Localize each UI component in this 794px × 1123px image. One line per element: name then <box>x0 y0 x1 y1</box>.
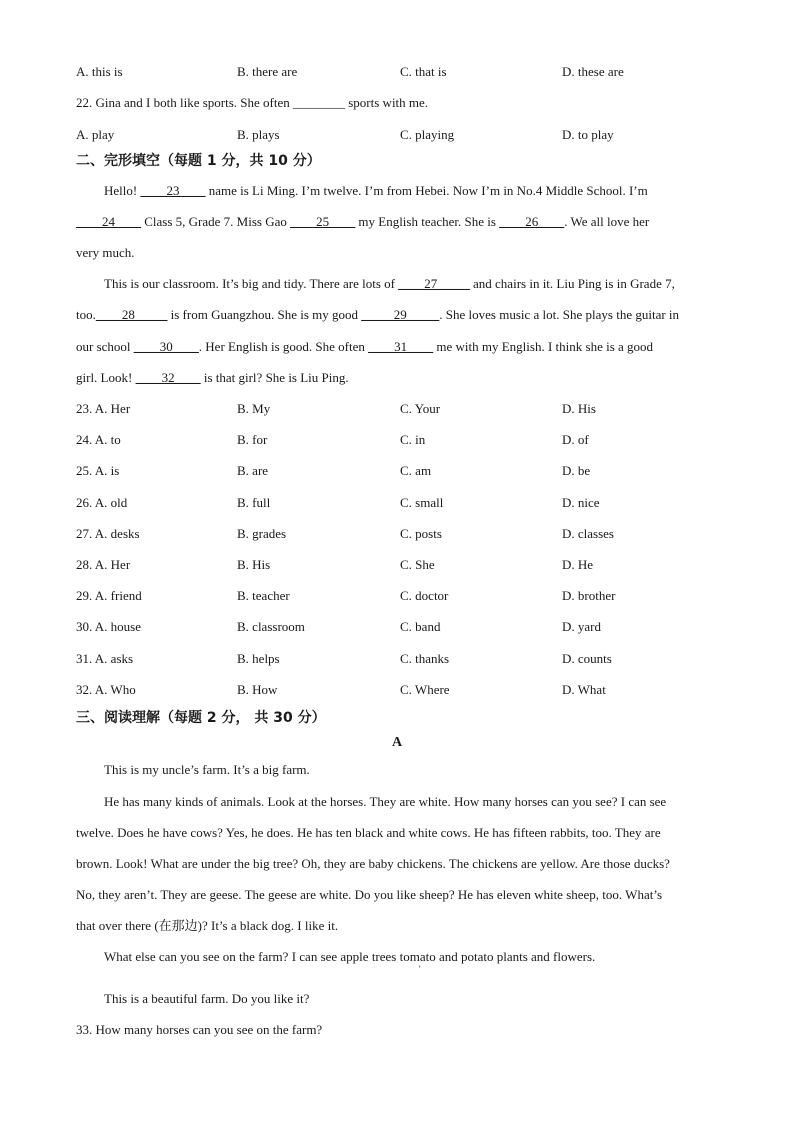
cloze-p1-line1: Hello! ____23____ name is Li Ming. I’m twelve. I’m from Hebei. Now I’m in No.4 Middle School. I’m <box>104 183 648 198</box>
q24-option-a[interactable]: 24. A. to <box>76 432 121 447</box>
passage-line-2: He has many kinds of animals. Look at the horses. They are white. How many horses can you see? I can see <box>104 794 667 809</box>
section2-heading: 二、完形填空（每题 1 分，共 10 分） <box>76 153 321 169</box>
cloze-blank-32: ____32____ <box>135 370 201 385</box>
q31-option-b[interactable]: B. helps <box>237 651 280 666</box>
passage-line-5: No, they aren’t. They are geese. The geese are white. Do you like sheep? He has eleven white sheep, too. What’s <box>76 887 662 902</box>
cloze-blank-31: ____31____ <box>368 339 434 354</box>
q22-option-d[interactable]: D. to play <box>562 127 614 142</box>
passage-line-8: This is a beautiful farm. Do you like it? <box>104 991 310 1006</box>
cloze-p2-line2: too.____28_____ is from Guangzhou. She is my good _____29_____. She loves music a lot. She plays the guitar in <box>76 307 680 322</box>
cloze-p2-line4: girl. Look! ____32____ is that girl? She is Liu Ping. <box>76 370 349 385</box>
q29-option-d[interactable]: D. brother <box>562 588 616 603</box>
cloze-p1-line2: ____24____ Class 5, Grade 7. Miss Gao ____25____ my English teacher. She is ____26____. We all love her <box>76 214 650 229</box>
q29-option-b[interactable]: B. teacher <box>237 588 290 603</box>
q26-option-b[interactable]: B. full <box>237 495 271 510</box>
question-row-26 <box>76 493 726 513</box>
cloze-blank-27: ____27_____ <box>398 276 470 291</box>
question-row-32 <box>76 680 726 700</box>
q29-option-c[interactable]: C. doctor <box>400 588 449 603</box>
question-row-27 <box>76 524 726 544</box>
q24-option-b[interactable]: B. for <box>237 432 268 447</box>
q23-option-d[interactable]: D. His <box>562 401 596 416</box>
passage-line-7: What else can you see on the farm? I can see apple trees tomato and potato plants and flowers. <box>104 949 596 964</box>
q28-option-c[interactable]: C. She <box>400 557 435 572</box>
q24-option-c[interactable]: C. in <box>400 432 426 447</box>
q30-option-d[interactable]: D. yard <box>562 619 601 634</box>
q23-option-b[interactable]: B. My <box>237 401 271 416</box>
q25-option-b[interactable]: B. are <box>237 463 269 478</box>
q31-option-d[interactable]: D. counts <box>562 651 612 666</box>
q22-stem: 22. Gina and I both like sports. She often ________ sports with me. <box>76 95 429 110</box>
q27-option-b[interactable]: B. grades <box>237 526 287 541</box>
q24-option-d[interactable]: D. of <box>562 432 589 447</box>
cloze-p1-line3: very much. <box>76 245 135 260</box>
q31-option-a[interactable]: 31. A. asks <box>76 651 134 666</box>
q22-option-c[interactable]: C. playing <box>400 127 455 142</box>
question-row-23 <box>76 399 726 419</box>
q22-options <box>76 125 726 145</box>
q32-option-c[interactable]: C. Where <box>400 682 450 697</box>
q32-option-a[interactable]: 32. A. Who <box>76 682 136 697</box>
section3-heading: 三、阅读理解（每题 2 分， 共 30 分） <box>76 710 326 726</box>
cloze-blank-30: ____30____ <box>133 339 199 354</box>
passage-line-6: that over there (在那边)? It’s a black dog. I like it. <box>76 918 339 933</box>
cloze-p2-line3: our school ____30____. Her English is good. She often ____31____ me with my English. I think she is a good <box>76 339 654 354</box>
q26-option-a[interactable]: 26. A. old <box>76 495 128 510</box>
stray-comma-mark: ' <box>419 964 421 974</box>
q22-blank: ________ <box>293 95 345 110</box>
question-row-28 <box>76 555 726 575</box>
q29-option-a[interactable]: 29. A. friend <box>76 588 142 603</box>
q21-option-c[interactable]: C. that is <box>400 64 447 79</box>
cloze-blank-25: ____25____ <box>290 214 356 229</box>
q30-option-b[interactable]: B. classroom <box>237 619 305 634</box>
q32-option-d[interactable]: D. What <box>562 682 606 697</box>
q21-options <box>76 62 726 82</box>
q30-option-a[interactable]: 30. A. house <box>76 619 141 634</box>
passage-line-3: twelve. Does he have cows? Yes, he does. He has ten black and white cows. He has fifteen rabbits, too. They are <box>76 825 661 840</box>
q21-option-a[interactable]: A. this is <box>76 64 123 79</box>
q23-option-a[interactable]: 23. A. Her <box>76 401 131 416</box>
q31-option-c[interactable]: C. thanks <box>400 651 450 666</box>
q33-stem: 33. How many horses can you see on the farm? <box>76 1022 323 1037</box>
q26-option-d[interactable]: D. nice <box>562 495 600 510</box>
q28-option-d[interactable]: D. He <box>562 557 594 572</box>
q22-option-a[interactable]: A. play <box>76 127 115 142</box>
question-row-31 <box>76 649 726 669</box>
question-row-24 <box>76 430 726 450</box>
passage-line-1: This is my uncle’s farm. It’s a big farm. <box>104 762 310 777</box>
q23-option-c[interactable]: C. Your <box>400 401 441 416</box>
question-row-29 <box>76 586 726 606</box>
q22-option-b[interactable]: B. plays <box>237 127 280 142</box>
cloze-blank-29: _____29_____ <box>361 307 440 322</box>
q27-option-d[interactable]: D. classes <box>562 526 614 541</box>
cloze-blank-23: ____23____ <box>140 183 206 198</box>
passage-title: A <box>391 735 403 750</box>
q27-option-a[interactable]: 27. A. desks <box>76 526 140 541</box>
passage-line-4: brown. Look! What are under the big tree? Oh, they are baby chickens. The chickens are yellow. Are those ducks? <box>76 856 670 871</box>
q21-option-b[interactable]: B. there are <box>237 64 298 79</box>
cloze-blank-28: ____28_____ <box>95 307 168 322</box>
cloze-blank-26: ____26____ <box>499 214 565 229</box>
q28-option-a[interactable]: 28. A. Her <box>76 557 131 572</box>
cloze-blank-24: ____24____ <box>76 214 141 229</box>
q21-option-d[interactable]: D. these are <box>562 64 624 79</box>
q27-option-c[interactable]: C. posts <box>400 526 442 541</box>
q25-option-d[interactable]: D. be <box>562 463 591 478</box>
q25-option-c[interactable]: C. am <box>400 463 432 478</box>
q30-option-c[interactable]: C. band <box>400 619 441 634</box>
question-row-30 <box>76 617 726 637</box>
q25-option-a[interactable]: 25. A. is <box>76 463 120 478</box>
question-row-25 <box>76 461 726 481</box>
q26-option-c[interactable]: C. small <box>400 495 444 510</box>
q28-option-b[interactable]: B. His <box>237 557 271 572</box>
q32-option-b[interactable]: B. How <box>237 682 278 697</box>
cloze-p2-line1: This is our classroom. It’s big and tidy. There are lots of ____27_____ and chairs in it. Liu Ping is in Grade 7, <box>104 276 675 291</box>
